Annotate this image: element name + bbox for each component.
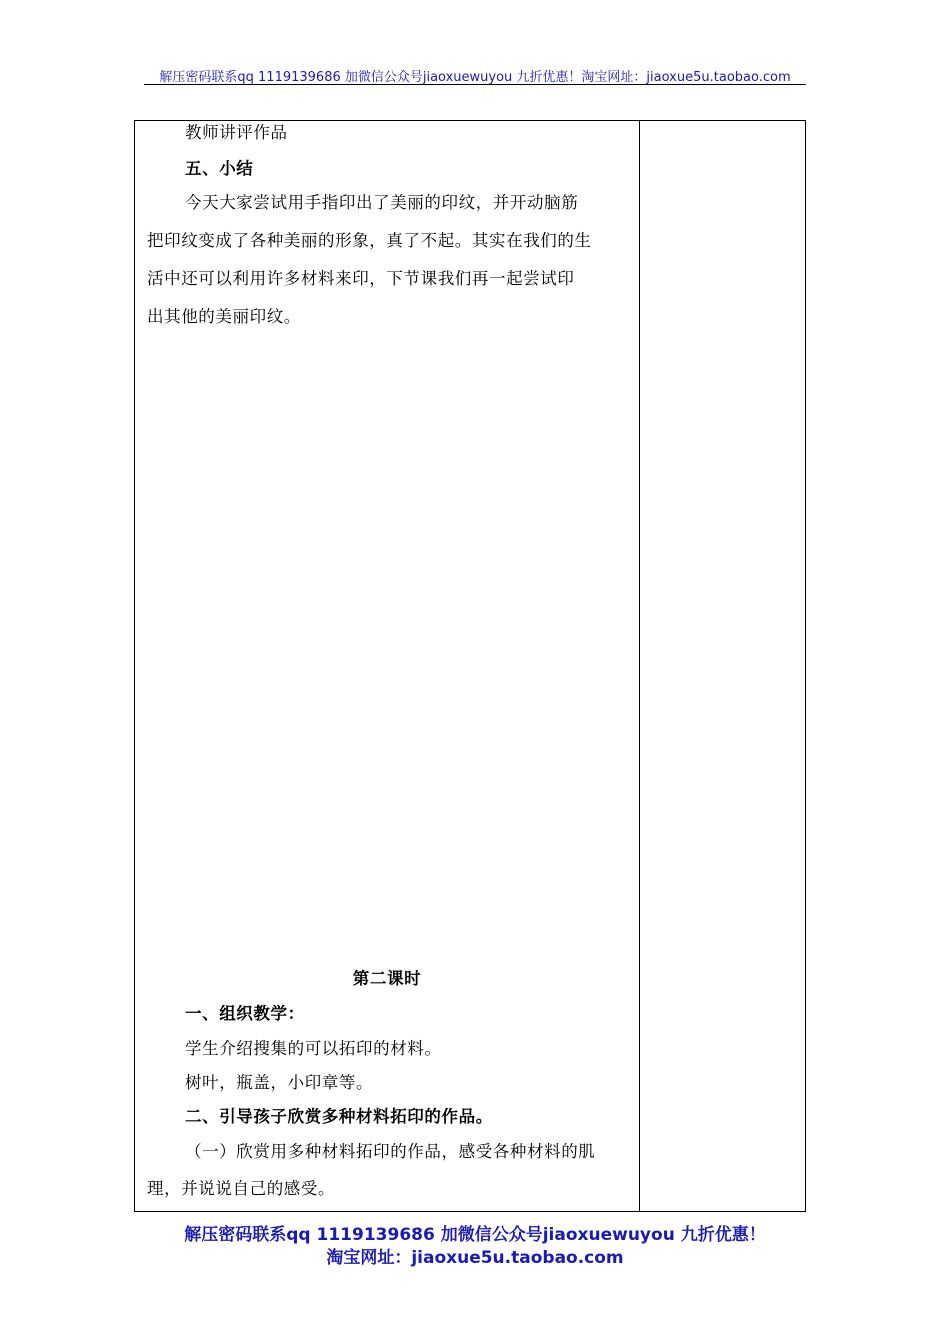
- page-header-text: 解压密码联系qq 1119139686 加微信公众号jiaoxuewuyou 九折优惠！淘宝网址：jiaoxue5u.taobao.com: [159, 70, 791, 85]
- footer-line-1: 解压密码联系qq 1119139686 加微信公众号jiaoxuewuyou 九折优惠！: [184, 1225, 766, 1245]
- summary-line-2: 把印纹变成了各种美丽的形象，真了不起。其实在我们的生: [147, 231, 592, 250]
- paragraph-teacher-review: 教师讲评作品: [185, 123, 288, 142]
- footer-line-2: 淘宝网址：jiaoxue5u.taobao.com: [326, 1248, 624, 1268]
- heading-organize-teaching: 一、组织教学：: [185, 1004, 305, 1023]
- header-rule: [144, 84, 806, 85]
- appreciation-line-1: （一）欣赏用多种材料拓印的作品，感受各种材料的肌: [185, 1142, 596, 1161]
- paragraph-materials-list: 树叶，瓶盖，小印章等。: [185, 1073, 374, 1092]
- summary-line-4: 出其他的美丽印纹。: [147, 307, 301, 326]
- heading-summary: 五、小结: [185, 159, 254, 178]
- lesson-two-title: 第二课时: [352, 969, 422, 988]
- lesson-table: [134, 120, 806, 1212]
- summary-line-1: 今天大家尝试用手指印出了美丽的印纹，并开动脑筋: [185, 193, 579, 212]
- summary-line-3: 活中还可以利用许多材料来印，下节课我们再一起尝试印: [147, 269, 575, 288]
- paragraph-materials-intro: 学生介绍搜集的可以拓印的材料。: [185, 1039, 442, 1058]
- lesson-content-cell: [135, 121, 639, 1211]
- heading-guide-appreciation: 二、引导孩子欣赏多种材料拓印的作品。: [185, 1107, 493, 1126]
- appreciation-line-2: 理，并说说自己的感受。: [147, 1179, 336, 1198]
